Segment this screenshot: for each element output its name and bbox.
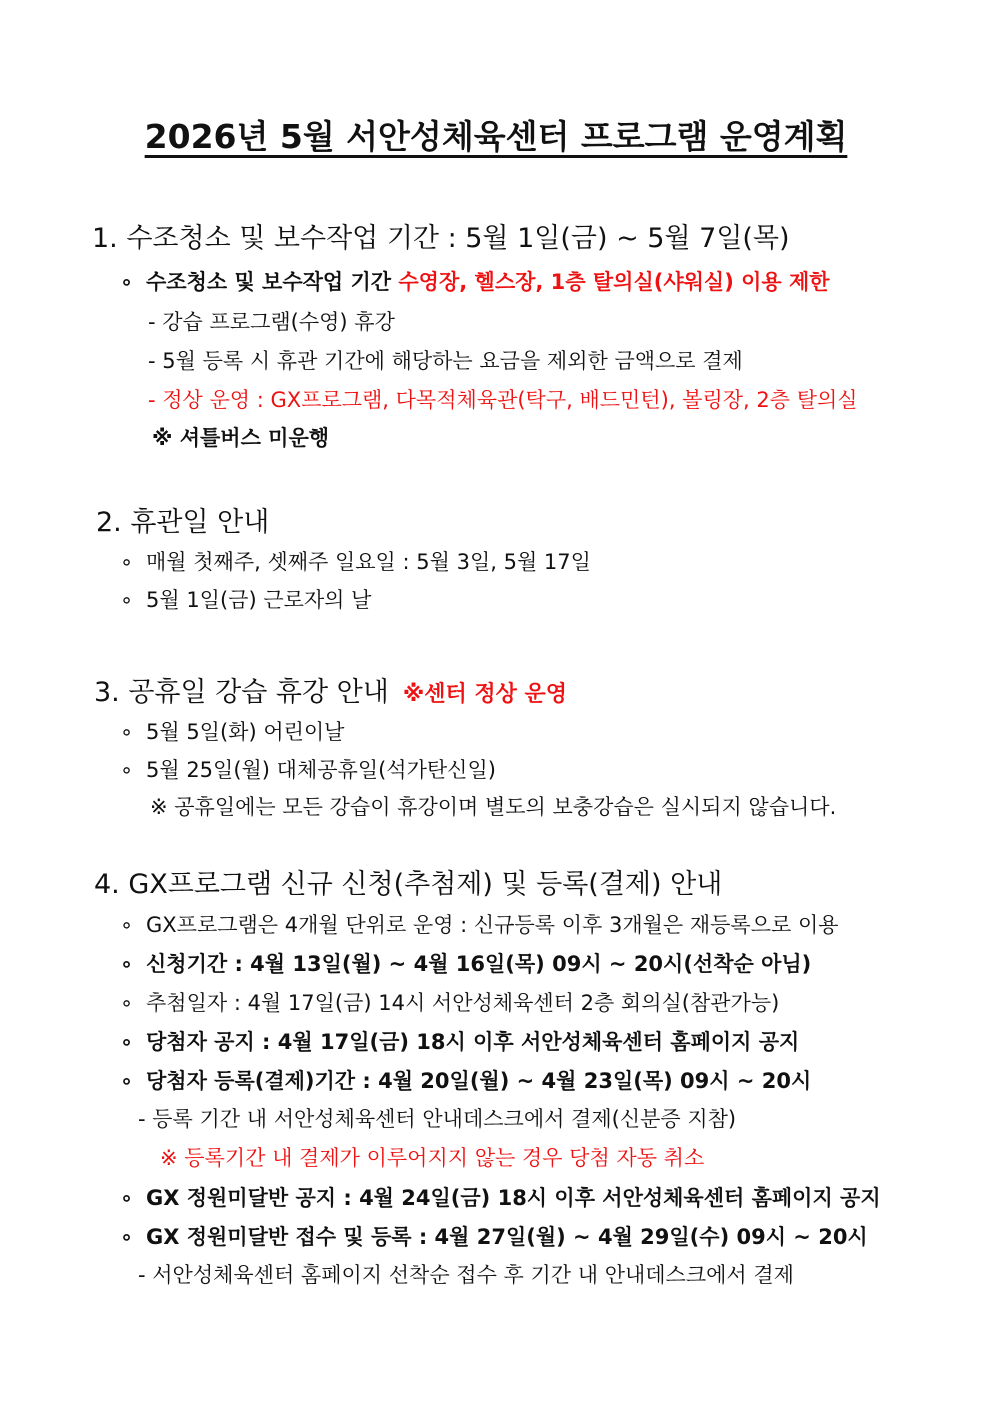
section4-item4-text: 당첨자 공지 : 4월 17일(금) 18시 이후 서안성체육센터 홈페이지 공지	[146, 1030, 800, 1054]
section1-sub3: - 정상 운영 : GX프로그램, 다목적체육관(탁구, 배드민턴), 볼링장, 2층 탈의실	[148, 388, 858, 412]
section3-heading-note: ※센터 정상 운영	[402, 682, 568, 707]
bullet-icon: ∘	[120, 1030, 134, 1054]
section4-note5: ※ 등록기간 내 결제가 이루어지지 않는 경우 당첨 자동 취소	[160, 1146, 705, 1170]
bullet-icon: ∘	[120, 1069, 134, 1093]
section4-sub5: - 등록 기간 내 서안성체육센터 안내데스크에서 결제(신분증 지참)	[138, 1107, 737, 1131]
section1-heading: 1. 수조청소 및 보수작업 기간 : 5월 1일(금) ~ 5월 7일(목)	[92, 223, 790, 254]
bullet-icon: ∘	[120, 1186, 134, 1210]
section3-item2-text: 5월 25일(월) 대체공휴일(석가탄신일)	[146, 758, 496, 782]
section4-item6-text: GX 정원미달반 공지 : 4월 24일(금) 18시 이후 서안성체육센터 홈페이지 공지	[146, 1186, 881, 1210]
section2-heading: 2. 휴관일 안내	[96, 507, 270, 538]
section1-sub2: - 5월 등록 시 휴관 기간에 해당하는 요금을 제외한 금액으로 결제	[148, 349, 743, 373]
section4-item2	[120, 948, 811, 978]
section3-item2	[120, 754, 496, 784]
section2-item2	[120, 584, 371, 614]
section3-heading	[94, 670, 567, 709]
section4-item7	[120, 1221, 868, 1251]
section4-item3	[120, 987, 779, 1017]
bullet-icon: ∘	[120, 270, 134, 294]
bullet-icon: ∘	[120, 550, 134, 574]
section1-item1-restriction: 수영장, 헬스장, 1층 탈의실(샤워실) 이용 제한	[398, 270, 830, 294]
section4-item5-text: 당첨자 등록(결제)기간 : 4월 20일(월) ~ 4월 23일(목) 09시 ~ 20시	[146, 1069, 812, 1093]
section4-item1-text: GX프로그램은 4개월 단위로 운영 : 신규등록 이후 3개월은 재등록으로 이용	[146, 913, 839, 937]
section4-item3-text: 추첨일자 : 4월 17일(금) 14시 서안성체육센터 2층 회의실(참관가능)	[146, 991, 780, 1015]
bullet-icon: ∘	[120, 720, 134, 744]
section1-note: ※ 셔틀버스 미운행	[152, 426, 330, 450]
bullet-icon: ∘	[120, 1225, 134, 1249]
section1-item1	[120, 266, 830, 296]
section2-item2-text: 5월 1일(금) 근로자의 날	[146, 588, 372, 612]
section4-heading: 4. GX프로그램 신규 신청(추첨제) 및 등록(결제) 안내	[94, 869, 723, 900]
section4-sub7: - 서안성체육센터 홈페이지 선착순 접수 후 기간 내 안내데스크에서 결제	[138, 1263, 794, 1287]
bullet-icon: ∘	[120, 952, 134, 976]
section3-note: ※ 공휴일에는 모든 강습이 휴강이며 별도의 보충강습은 실시되지 않습니다.	[150, 795, 837, 819]
section4-item1	[120, 909, 839, 939]
section4-item6	[120, 1182, 881, 1212]
section3-item1	[120, 716, 344, 746]
section4-item2-text: 신청기간 : 4월 13일(월) ~ 4월 16일(목) 09시 ~ 20시(선착순 아님)	[146, 952, 812, 976]
section1-item1-prefix: 수조청소 및 보수작업 기간	[146, 270, 399, 294]
section4-item5	[120, 1065, 811, 1095]
section2-item1-text: 매월 첫째주, 셋째주 일요일 : 5월 3일, 5월 17일	[146, 550, 591, 574]
section2-item1	[120, 546, 591, 576]
section1-sub1: - 강습 프로그램(수영) 휴강	[148, 310, 395, 334]
section4-item4	[120, 1026, 799, 1056]
page-title	[0, 111, 992, 158]
bullet-icon: ∘	[120, 758, 134, 782]
section3-item1-text: 5월 5일(화) 어린이날	[146, 720, 345, 744]
section4-item7-text: GX 정원미달반 접수 및 등록 : 4월 27일(월) ~ 4월 29일(수) 09시 ~ 20시	[146, 1225, 868, 1249]
bullet-icon: ∘	[120, 991, 134, 1015]
page-title-text: 2026년 5월 서안성체육센터 프로그램 운영계획	[144, 117, 848, 156]
section3-heading-text: 3. 공휴일 강습 휴강 안내	[94, 677, 389, 708]
bullet-icon: ∘	[120, 588, 134, 612]
bullet-icon: ∘	[120, 913, 134, 937]
